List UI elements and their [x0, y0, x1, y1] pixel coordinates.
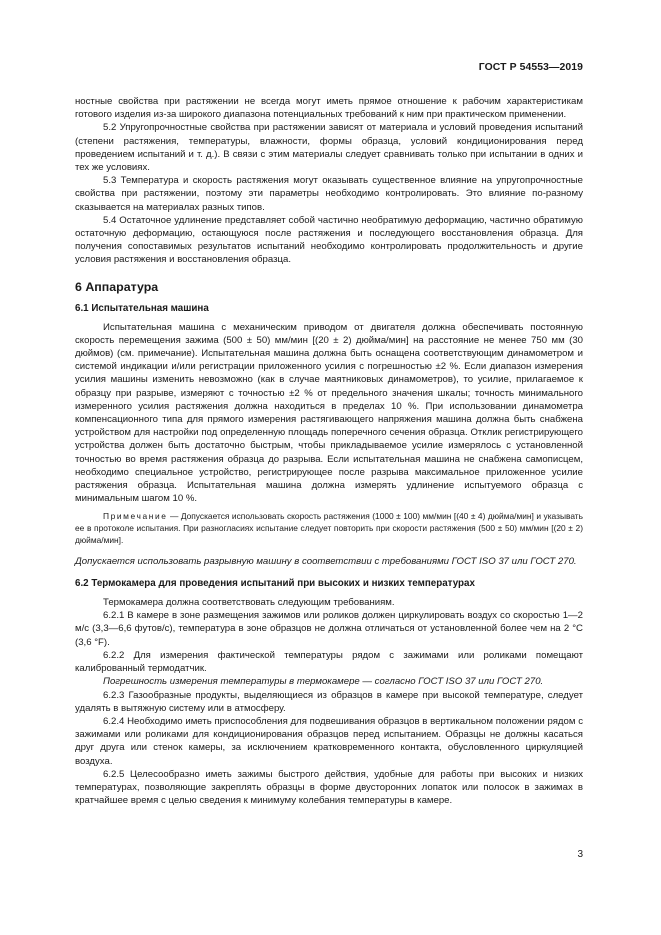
section-6-1-heading: 6.1 Испытательная машина: [75, 302, 209, 314]
paragraph-6-2-5: 6.2.5 Целесообразно иметь зажимы быстрого действия, удобные для работы при высоких и низких температурах, позволяющие закреплять образцы в форме двусторонних лопаток или полосок в зажимах в кратчайшее время с целью сведения к минимуму колебания температуры в камере.: [75, 768, 583, 807]
paragraph-6-1: Испытательная машина с механическим приводом от двигателя должна обеспечивать постоянную скорость перемещения зажима (500 ± 50) мм/мин [(20 ± 2) дюйма/мин] на расстояние не менее 750 мм (30 дюймов) (см. примечание). Испытательная машина должна быть оснащена соответствующим динамометром и системой индикации и/или регистрации приложенного усилия с погрешностью ±2 %. Если диапазон измерения усилия машины изменить невозможно (как в случае маятниковых динамометров), то усилие, прилагаемое к образцу при разрыве, измеряют с точностью ±2 % от предельного значения шкалы; точность минимального измеренного усилия растяжения должна находиться в пределах 10 %. При использовании динамометра компенсационного типа для прямого измерения растягивающего напряжения машина должна быть снабжена устройством для настройки под определенную площадь поперечного сечения образца. Отклик регистрирующего устройства должен быть достаточно быстрым, чтобы прикладываемое усилие измерялось с установленной точностью во время растяжения образца до разрыва. Если испытательная машина не снабжена самописцем, необходимо специальное устройство, регистрирующее после разрыва максимальное приложенное усилие растяжения образца. Испытательная машина должна измерять удлинение испытуемого образца с минимальным шагом 10 %.: [75, 321, 583, 505]
section-6-heading: 6 Аппаратура: [75, 279, 159, 294]
paragraph-6-2-2-italic: Погрешность измерения температуры в термокамере — согласно ГОСТ ISO 37 или ГОСТ 270.: [103, 676, 544, 688]
paragraph-5-3: 5.3 Температура и скорость растяжения могут оказывать существенное влияние на упругопрочностные свойства при растяжении, поэтому эти параметры необходимо контролировать. Это влияние по-разному сказывается на материалах разных типов.: [75, 175, 583, 213]
paragraph-5-4: 5.4 Остаточное удлинение представляет собой частично необратимую деформацию, частично обратимую остаточную деформацию, остающуюся после растяжения и последующего восстановления образца. Для получения сопоставимых результатов испытаний необходимо контролировать продолжительность и другие условия растяжения и восстановления образца.: [75, 214, 583, 266]
paragraph-6-1-italic: Допускается использовать разрывную машину в соответствии с требованиями ГОСТ ISO 37 или ГОСТ 270.: [75, 555, 577, 567]
page-number: 3: [577, 849, 583, 860]
paragraph-6-2-2: 6.2.2 Для измерения фактической температуры рядом с зажимами или роликами помещают калиброванный термодатчик.: [75, 649, 583, 675]
note-text: — Допускается использовать скорость растяжения (1000 ± 100) мм/мин [(40 ± 4) дюйма/мин] и указывать ее в протоколе испытания. При разногласиях испытание следует повторить при скорости растяжения (500 ± 50) мм/мин [(20 ± 2) дюйма/мин].: [75, 511, 583, 546]
paragraph-6-2-4: 6.2.4 Необходимо иметь приспособления для подвешивания образцов в вертикальном положении рядом с зажимами или роликами для кондиционирования образцов перед испытанием. Образцы не должны касаться друг друга или стенок камеры, за исключением кратковременного контакта, обусловленного циркуляцией воздуха.: [75, 715, 583, 767]
paragraph-6-2-1: 6.2.1 В камере в зоне размещения зажимов или роликов должен циркулировать воздух со скоростью 1—2 м/с (3,3—6,6 футов/с), температура в зоне образцов не должна отличаться от установленной более чем на 2 °С (3,6 °F).: [75, 610, 583, 648]
page-content: [75, 95, 583, 807]
document-id: ГОСТ Р 54553—2019: [478, 62, 583, 73]
paragraph-6-2: Термокамера должна соответствовать следующим требованиям.: [103, 597, 395, 609]
paragraph-5-2: 5.2 Упругопрочностные свойства при растяжении зависят от материала и условий проведения испытаний (степени растяжения, температуры, влажности, формы образца, условий кондиционирования перед проведением испытаний и т. д.). В связи с этим материалы следует сравнивать только при испытании в одних и тех же условиях.: [75, 122, 583, 174]
paragraph-6-2-3: 6.2.3 Газообразные продукты, выделяющиеся из образцов в камере при высокой температуре, следует удалять в вытяжную систему или в атмосферу.: [75, 689, 583, 714]
note-label: Примечание: [103, 511, 168, 522]
section-6-2-heading: 6.2 Термокамера для проведения испытаний при высоких и низких температурах: [75, 578, 475, 590]
paragraph-continuation: ностные свойства при растяжении не всегда могут иметь прямое отношение к рабочим характеристикам готового изделия из-за широкого диапазона потенциальных требований к ним при практическом применении.: [75, 96, 583, 121]
note: [75, 511, 583, 546]
